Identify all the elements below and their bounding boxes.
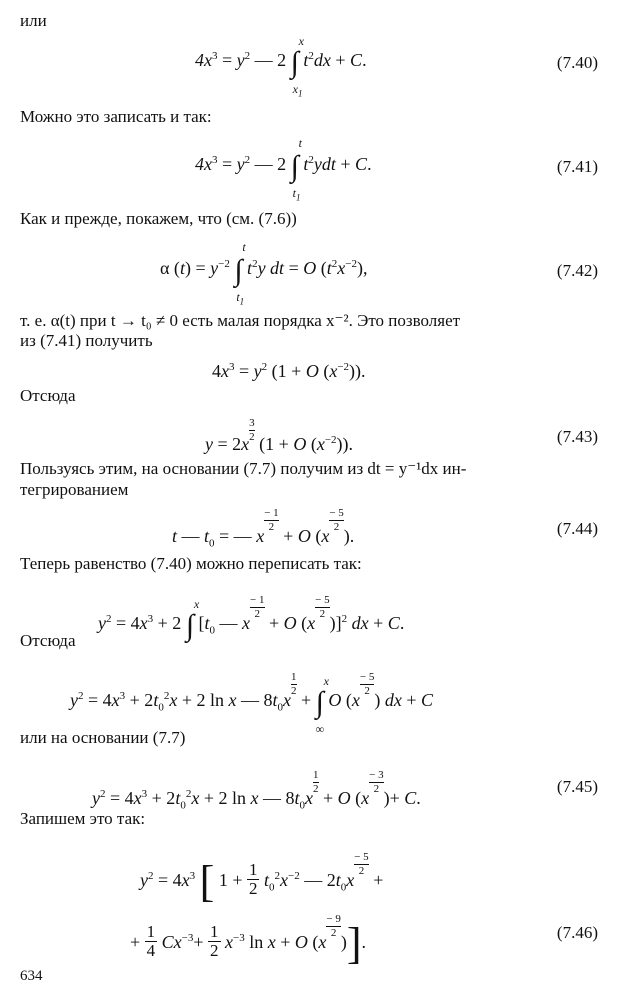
- text-hence-2: Отсюда: [20, 631, 76, 650]
- eq-number-7-42: (7.42): [556, 261, 598, 280]
- eq-number-7-44: (7.44): [556, 519, 598, 538]
- eq-number-7-45: (7.45): [556, 777, 598, 796]
- equation-7-46-line1: $y^2 = 4x^3$ [ 1 + $\frac{1}{2}$ $t_0^2x^{-2}$ — $2t_0x$ $\frac{- 5}{2}$ +: [140, 851, 384, 906]
- text-from-741: из (7.41) получить: [20, 331, 153, 350]
- equation-7-44: t — $t_0$ = — x $\frac{- 1}{2}$ + O (x $\frac{- 5}{2}$ ).: [172, 507, 355, 550]
- text-using-this: Пользуясь этим, на основании (7.7) получим из dt = y⁻¹dx ин-: [20, 459, 467, 478]
- eq-number-7-46: (7.46): [556, 923, 598, 942]
- text-write-also: Можно это записать и так:: [20, 107, 212, 126]
- text-or-based-77: или на основании (7.7): [20, 728, 186, 747]
- text-hence-1: Отсюда: [20, 386, 76, 405]
- eq-number-7-43: (7.43): [556, 427, 598, 446]
- text-as-before: Как и прежде, покажем, что (см. (7.6)): [20, 209, 297, 228]
- text-ie-alpha: т. е. α(t) при t → t₀ ≠ 0 есть малая порядка x⁻². Это позволяет: [20, 311, 461, 330]
- text-now-equality: Теперь равенство (7.40) можно переписать так:: [20, 554, 362, 573]
- text-or-1: или: [20, 11, 47, 30]
- equation-7-45: $y^2 = 4x^3 + 2t_0^2x + 2$ ln x — $8t_0x$ $\frac{1}{2}$ + O (x $\frac{- 3}{2}$ )+ C.: [92, 769, 421, 812]
- eq-number-7-41: (7.41): [556, 157, 598, 176]
- equation-7-41: $4x^3 = y^2$ — 2 ∫ t $t_1$ $t^2ydt + C$.: [195, 136, 372, 203]
- eq-number-7-40: (7.40): [556, 53, 598, 72]
- equation-y2-integral: $y^2 = 4x^3 + 2$ ∫ x [$t_0$ — x $\frac{- 1}{2}$ + O (x $\frac{- 5}{2}$ )]$^2$ dx + C.: [98, 594, 405, 642]
- equation-4x3-expansion: $4x^3 = y^2$ (1 + O $(x^{-2})$).: [212, 361, 366, 381]
- equation-y2-ln: $y^2 = 4x^3 + 2t_0^2x + 2$ ln x — $8t_0x$ $\frac{1}{2}$ + ∫ x ∞ O (x $\frac{- 5}{2}$ ) dx + C: [70, 671, 434, 736]
- equation-7-43: y = 2x $\frac{3}{2}$ (1 + O $(x^{-2})$).: [205, 417, 354, 454]
- equation-7-46-line2: + $\frac{1}{4}$ $Cx^{-3}+$ $\frac{1}{2}$ $x^{-3}$ ln x + O (x $\frac{- 9}{2}$ )].: [130, 913, 367, 968]
- text-write-as: Запишем это так:: [20, 809, 146, 828]
- page-number: 634: [20, 968, 43, 984]
- equation-7-40: $4x^3 = y^2$ — 2 ∫ x $x_1$ $t^2dx + C$.: [195, 34, 367, 99]
- text-integration: тегрированием: [20, 480, 129, 499]
- equation-7-42: α $(t) = y^{-2}$ ∫ t $t_1$ $t^2y$ dt = O $(t^2x^{-2})$,: [160, 240, 368, 307]
